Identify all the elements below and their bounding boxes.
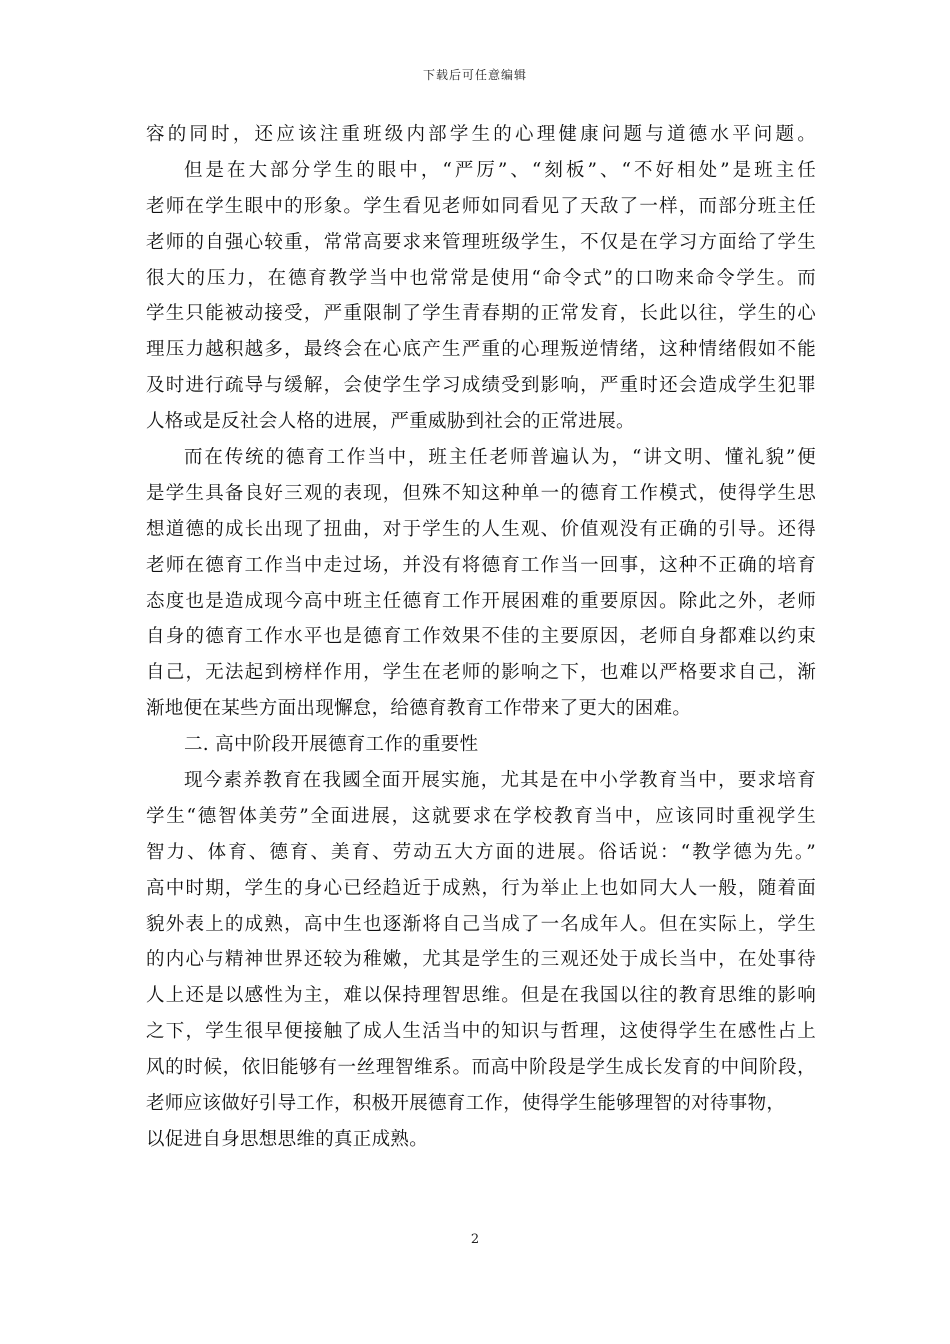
page-header: 下载后可任意编辑 xyxy=(422,68,527,82)
text-line: 及时进行疏导与缓解，会使学生学习成绩受到影响，严重时还会造成学生犯罪 xyxy=(146,375,816,397)
text-line: 理压力越积越多，最终会在心底产生严重的心理叛逆情绪，这种情绪假如不能 xyxy=(146,339,816,361)
paragraph-start-line: 但是在大部分学生的眼中，“严厉”、“刻板”、“不好相处”是班主任 xyxy=(184,159,816,181)
text-line: 老师在学生眼中的形象。学生看见老师如同看见了天敌了一样，而部分班主任 xyxy=(146,195,816,217)
text-line: 人上还是以感性为主，难以保持理智思维。但是在我国以往的教育思维的影响 xyxy=(146,985,816,1007)
paragraph-end-line: 以促进自身思想思维的真正成熟。 xyxy=(146,1128,429,1150)
text-line: 之下，学生很早便接触了成人生活当中的知识与哲理，这使得学生在感性占上 xyxy=(146,1021,816,1043)
text-line: 高中时期，学生的身心已经趋近于成熟，行为举止上也如同大人一般，随着面 xyxy=(146,877,816,899)
text-line: 态度也是造成现今高中班主任德育工作开展困难的重要原因。除此之外，老师 xyxy=(146,590,816,612)
text-line: 自己，无法起到榜样作用，学生在老师的影响之下，也难以严格要求自己，渐 xyxy=(146,662,816,684)
text-line: 貌外表上的成熟，高中生也逐渐将自己当成了一名成年人。但在实际上，学生 xyxy=(146,913,816,935)
text-line: 老师应该做好引导工作，积极开展德育工作，使得学生能够理智的对待事物， xyxy=(146,1093,786,1115)
text-line: 想道德的成长出现了扭曲，对于学生的人生观、价值观没有正确的引导。还得 xyxy=(146,518,816,540)
text-line: 风的时候，依旧能够有一丝理智维系。而高中阶段是学生成长发育的中间阶段， xyxy=(146,1057,816,1079)
text-line: 老师的自强心较重，常常高要求来管理班级学生，不仅是在学习方面给了学生 xyxy=(146,231,816,253)
paragraph-start-line: 现今素养教育在我國全面开展实施，尤其是在中小学教育当中，要求培育 xyxy=(184,770,816,792)
text-line: 自身的德育工作水平也是德育工作效果不佳的主要原因，老师自身都难以约束 xyxy=(146,626,816,648)
page-number: 2 xyxy=(470,1232,480,1247)
paragraph-end-line: 渐地便在某些方面出现懈怠，给德育教育工作带来了更大的困难。 xyxy=(146,698,692,720)
section-heading: 二. 高中阶段开展德育工作的重要性 xyxy=(184,734,479,756)
document-body xyxy=(146,117,816,1158)
text-line: 学生只能被动接受，严重限制了学生青春期的正常发育，长此以往，学生的心 xyxy=(146,303,816,325)
text-line: 学生“德智体美劳”全面进展，这就要求在学校教育当中，应该同时重视学生 xyxy=(146,805,816,827)
text-line: 很大的压力，在德育教学当中也常常是使用“命令式”的口吻来命令学生。而 xyxy=(146,267,816,289)
text-line: 的内心与精神世界还较为稚嫩，尤其是学生的三观还处于成长当中，在处事待 xyxy=(146,949,816,971)
text-line: 容的同时，还应该注重班级内部学生的心理健康问题与道德水平问题。 xyxy=(146,124,816,145)
text-line: 智力、体育、德育、美育、劳动五大方面的进展。俗话说：“教学德为先。” xyxy=(146,841,816,863)
paragraph-end-line: 人格或是反社会人格的进展，严重威胁到社会的正常进展。 xyxy=(146,411,635,433)
text-line: 老师在德育工作当中走过场，并没有将德育工作当一回事，这种不正确的培育 xyxy=(146,554,816,576)
paragraph-start-line: 而在传统的德育工作当中，班主任老师普遍认为，“讲文明、懂礼貌”便 xyxy=(184,447,816,469)
text-line: 是学生具备良好三观的表现，但殊不知这种单一的德育工作模式，使得学生思 xyxy=(146,482,816,504)
